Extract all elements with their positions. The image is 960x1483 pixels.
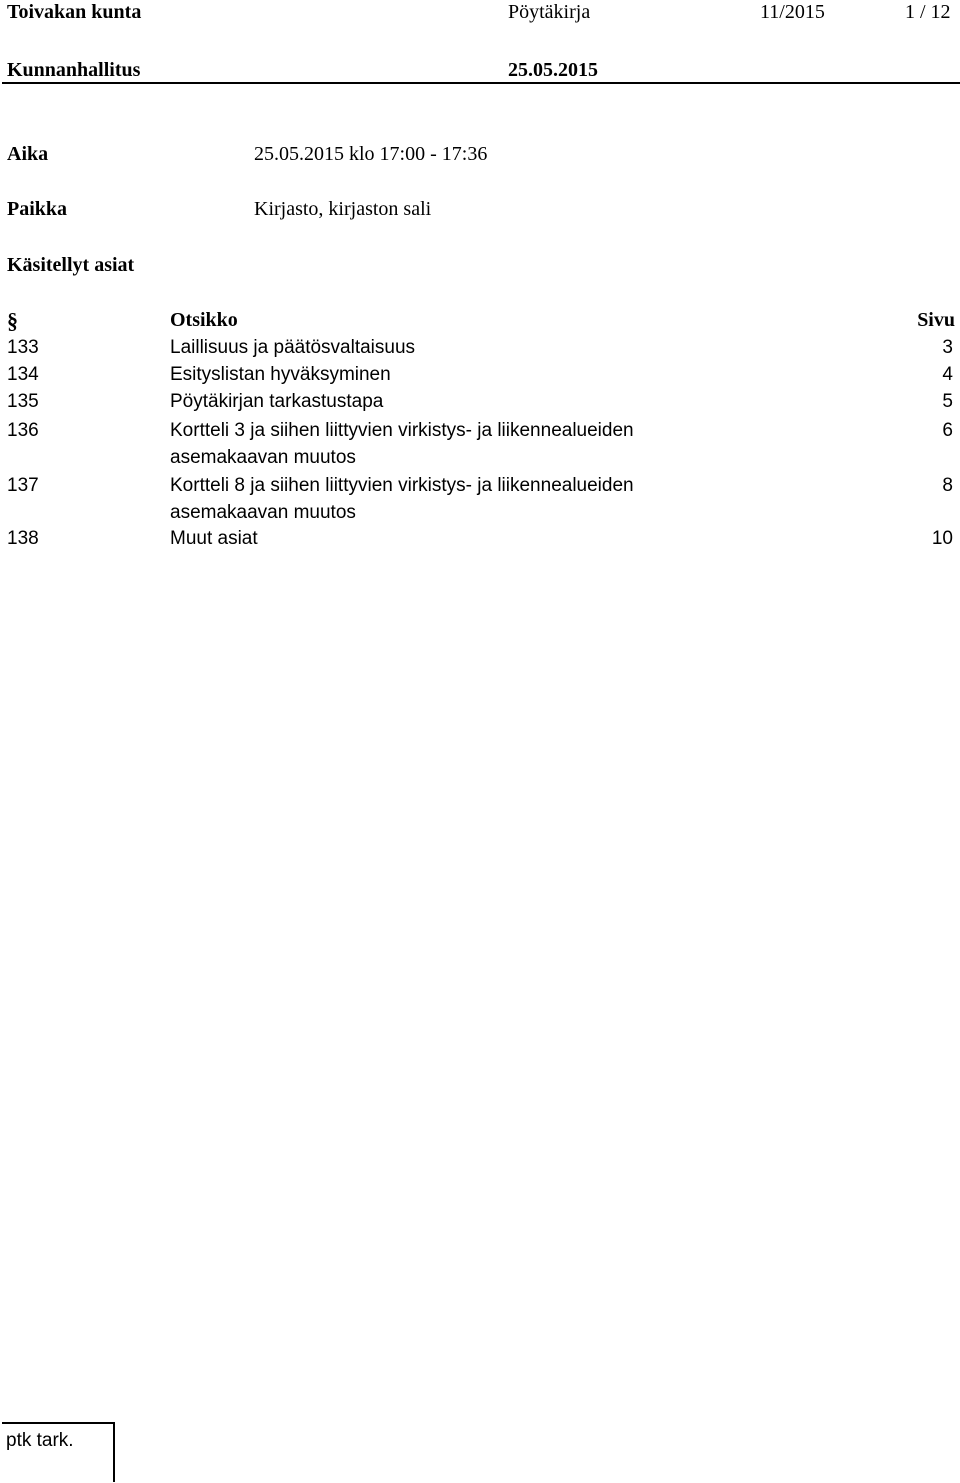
column-page-header: Sivu <box>917 309 955 331</box>
item-page: 8 <box>942 475 953 496</box>
item-page: 5 <box>942 391 953 412</box>
item-page: 4 <box>942 364 953 385</box>
item-title: Laillisuus ja päätösvaltaisuus <box>170 337 416 358</box>
item-number: 137 <box>7 475 39 496</box>
item-number: 133 <box>7 337 39 358</box>
agenda-heading: Käsitellyt asiat <box>7 254 135 276</box>
place-label: Paikka <box>7 198 68 220</box>
item-number: 138 <box>7 528 39 549</box>
place-value: Kirjasto, kirjaston sali <box>254 198 432 220</box>
column-title-header: Otsikko <box>170 309 238 331</box>
item-page: 3 <box>942 337 953 358</box>
item-title: Pöytäkirjan tarkastustapa <box>170 391 384 412</box>
item-title: Kortteli 8 ja siihen liittyvien virkistys- ja liikennealueiden asemakaavan muutos <box>170 475 634 523</box>
header-rule <box>2 82 960 84</box>
organization-name: Toivakan kunta <box>7 1 142 23</box>
item-page: 10 <box>931 528 953 549</box>
item-number: 136 <box>7 420 39 441</box>
item-title: Kortteli 3 ja siihen liittyvien virkistys- ja liikennealueiden asemakaavan muutos <box>170 420 634 468</box>
document-number: 11/2015 <box>760 1 825 23</box>
minutes-inspection-label: ptk tark. <box>6 1430 74 1451</box>
item-title: Muut asiat <box>170 528 258 549</box>
time-value: 25.05.2015 klo 17:00 - 17:36 <box>254 143 488 165</box>
item-number: 134 <box>7 364 39 385</box>
item-number: 135 <box>7 391 39 412</box>
body-name: Kunnanhallitus <box>7 59 141 81</box>
page-number: 1 / 12 <box>905 1 951 23</box>
item-page: 6 <box>942 420 953 441</box>
meeting-date: 25.05.2015 <box>508 59 598 81</box>
section-sign-icon: § <box>7 308 18 333</box>
time-label: Aika <box>7 143 49 165</box>
document-type: Pöytäkirja <box>508 1 591 23</box>
item-title: Esityslistan hyväksyminen <box>170 364 391 385</box>
